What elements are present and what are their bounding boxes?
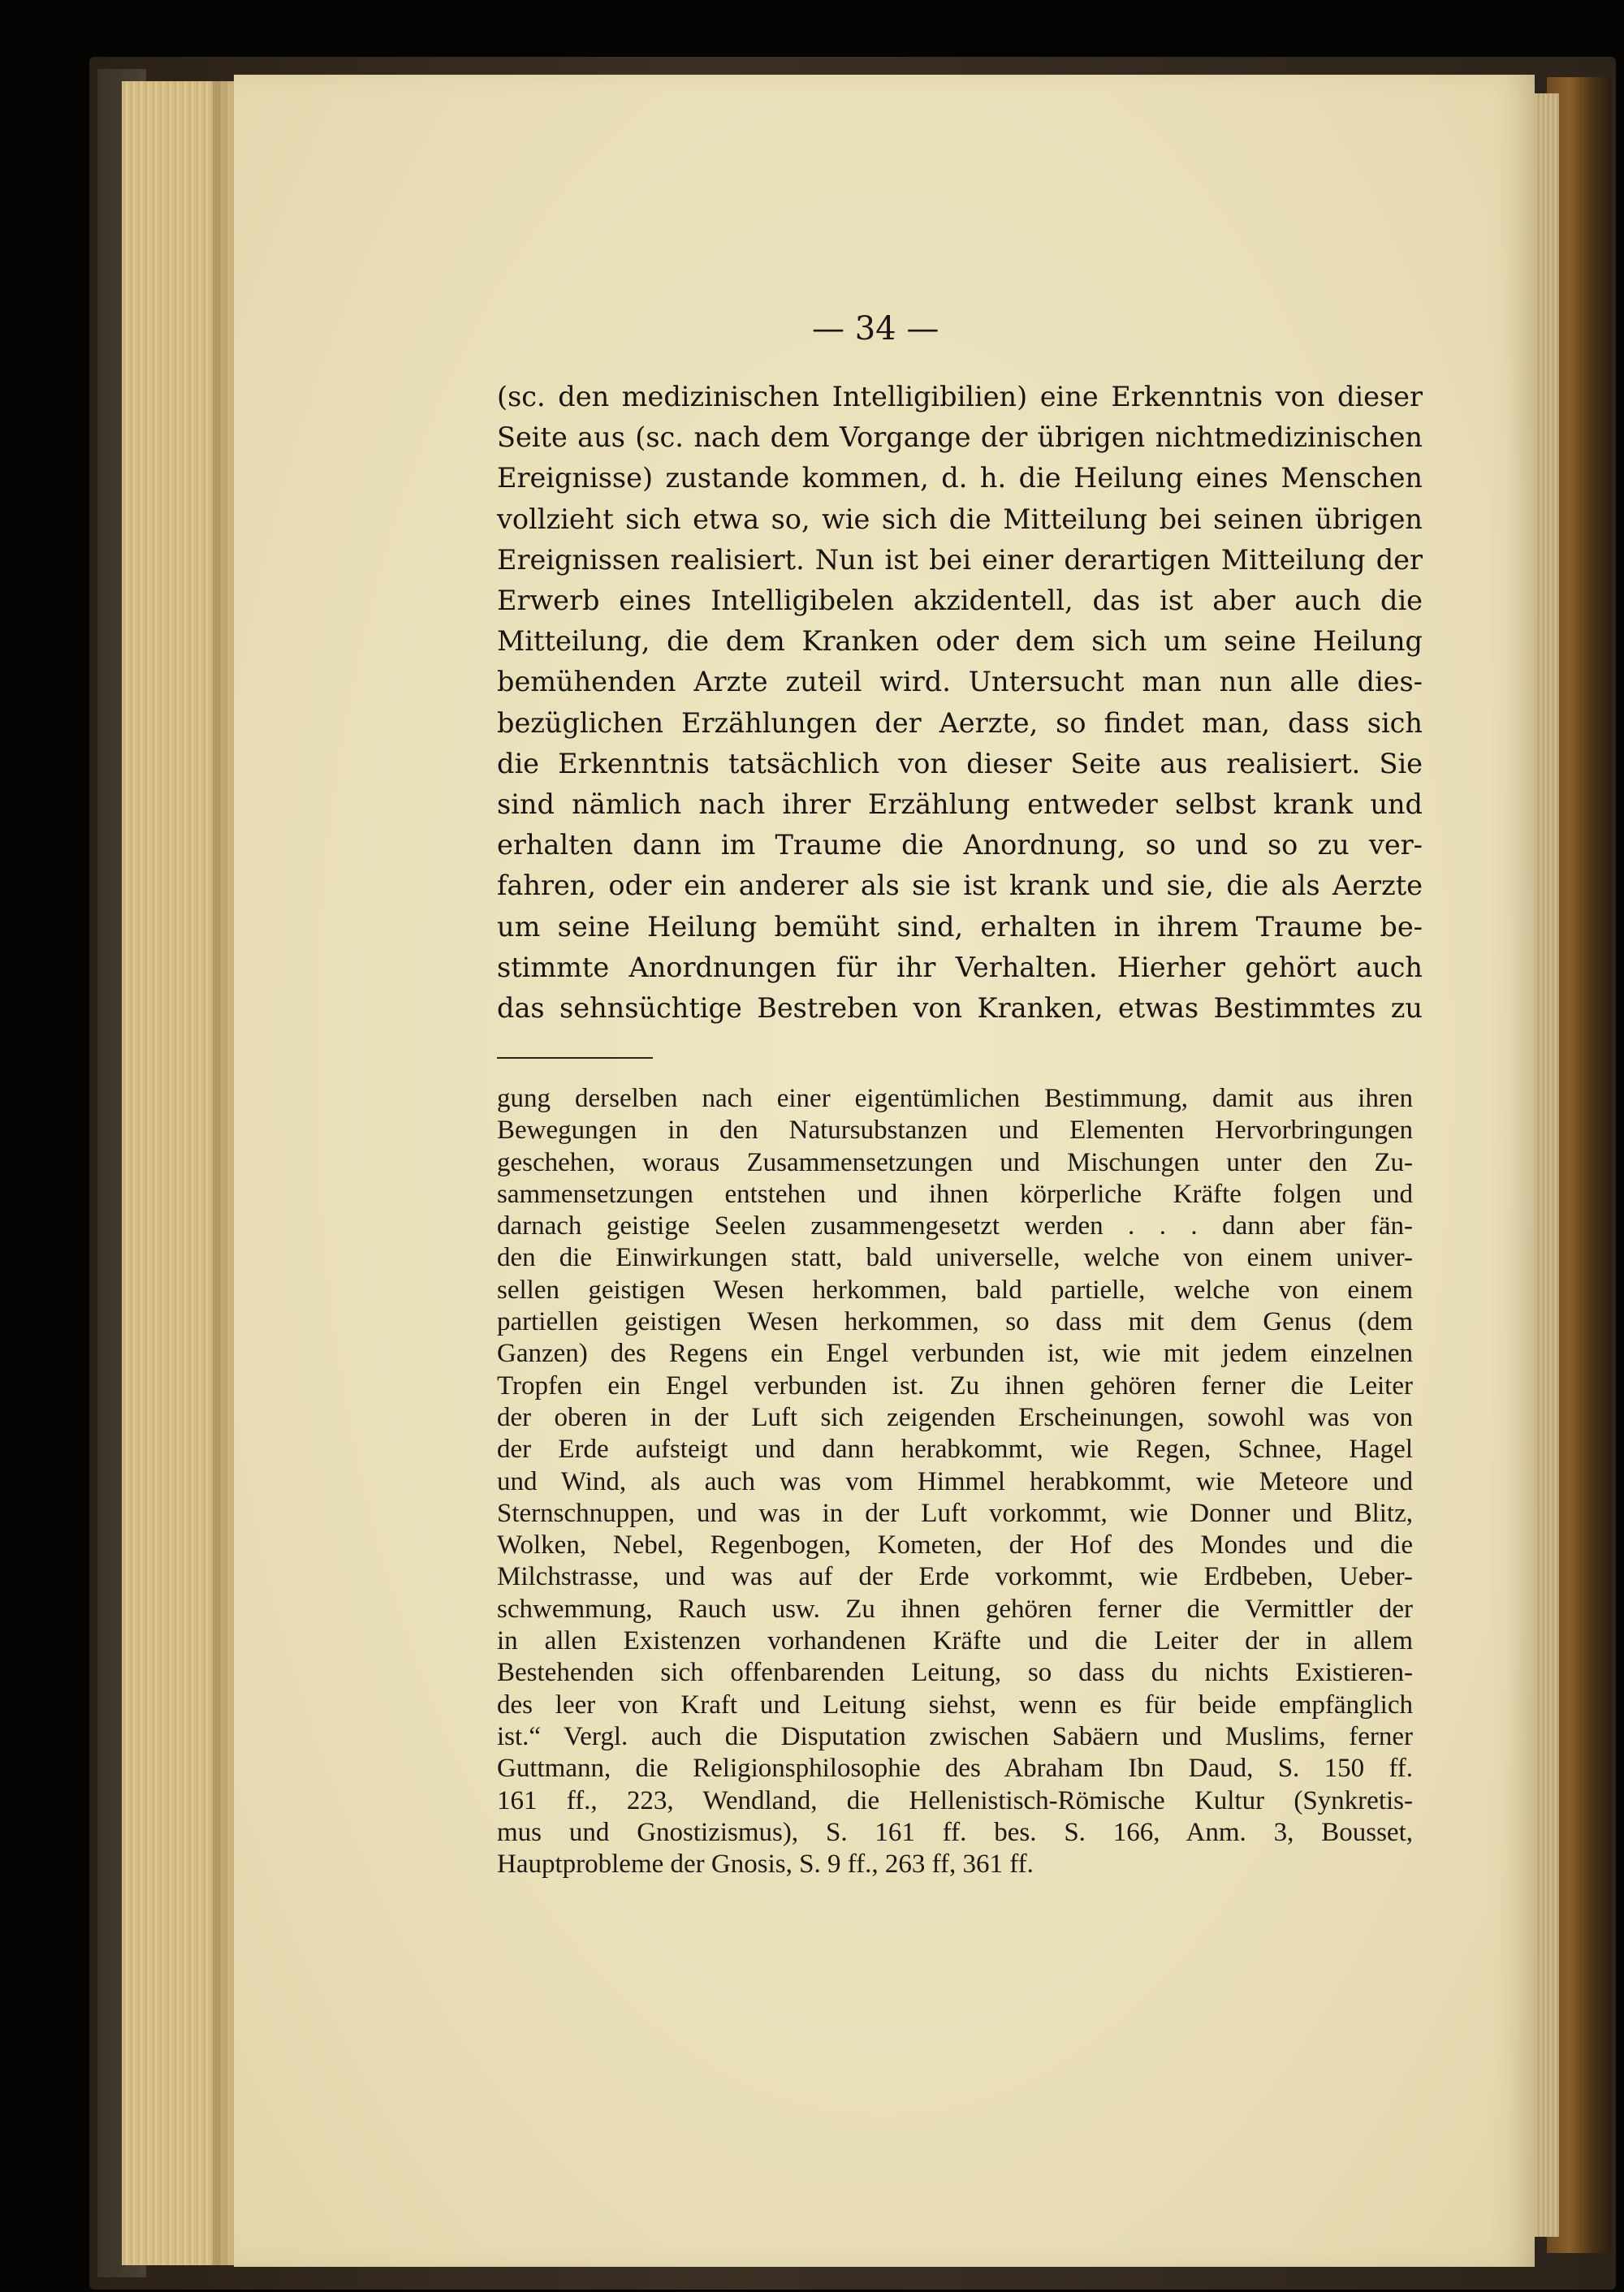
footnote-line: ist.“ Vergl. auch die Disputation zwischen Sabäern und Muslims, ferner <box>497 1721 1413 1751</box>
footnote-text <box>497 1083 1413 1880</box>
body-line: stimmte Anordnungen für ihr Verhalten. Hierher gehört auch <box>497 951 1423 983</box>
footnote-line: mus und Gnostizismus), S. 161 ff. bes. S. 166, Anm. 3, Bousset, <box>497 1817 1413 1847</box>
body-line: das sehnsüchtige Bestreben von Kranken, etwas Bestimmtes zu <box>497 992 1423 1025</box>
body-line: sind nämlich nach ihrer Erzählung entweder selbst krank und <box>497 788 1423 821</box>
footnote-line: Guttmann, die Religionsphilosophie des Abraham Ibn Daud, S. 150 ff. <box>497 1754 1413 1784</box>
body-line: vollzieht sich etwa so, wie sich die Mitteilung bei seinen übrigen <box>497 503 1423 535</box>
body-line: Mitteilung, die dem Kranken oder dem sich um seine Heilung <box>497 625 1423 658</box>
page-number: — 34 — <box>812 310 939 347</box>
body-line: (sc. den medizinischen Intelligibilien) eine Erkenntnis von dieser <box>497 381 1423 412</box>
footnote-line: sellen geistigen Wesen herkommen, bald partielle, welche von einem <box>497 1275 1413 1305</box>
footnote-line: partiellen geistigen Wesen herkommen, so dass mit dem Genus (dem <box>497 1307 1413 1337</box>
footnote-line: Sternschnuppen, und was in der Luft vorkommt, wie Donner und Blitz, <box>497 1498 1413 1528</box>
body-line: bezüglichen Erzählungen der Aerzte, so findet man, dass sich <box>497 706 1423 739</box>
footnote-line: Wolken, Nebel, Regenbogen, Kometen, der Hof des Mondes und die <box>497 1530 1413 1560</box>
footnote-line: des leer von Kraft und Leitung siehst, wenn es für beide empfänglich <box>497 1690 1413 1720</box>
footnote-line: Bewegungen in den Natursubstanzen und Elementen Hervorbringungen <box>497 1116 1413 1146</box>
footnote-line: sammensetzungen entstehen und ihnen körperliche Kräfte folgen und <box>497 1179 1413 1209</box>
footnote-line: Ganzen) des Regens ein Engel verbunden ist, wie mit jedem einzelnen <box>497 1339 1413 1369</box>
footnote-line: und Wind, als auch was vom Himmel herabkommt, wie Meteore und <box>497 1466 1413 1496</box>
body-line: fahren, oder ein anderer als sie ist krank und sie, die als Aerzte <box>497 870 1423 902</box>
footnote-line: Tropfen ein Engel verbunden ist. Zu ihnen gehören ferner die Leiter <box>497 1370 1413 1401</box>
body-line: erhalten dann im Traume die Anordnung, so und so zu ver- <box>497 829 1423 861</box>
footnote-line: schwemmung, Rauch usw. Zu ihnen gehören ferner die Vermittler der <box>497 1594 1413 1624</box>
body-line: Seite aus (sc. nach dem Vorgange der übrigen nichtmedizinischen <box>497 421 1423 454</box>
body-line: bemühenden Arzte zuteil wird. Untersucht man nun alle dies- <box>497 666 1423 698</box>
body-line: die Erkenntnis tatsächlich von dieser Seite aus realisiert. Sie <box>497 747 1423 779</box>
footnote-line: der Erde aufsteigt und dann herabkommt, wie Regen, Schnee, Hagel <box>497 1435 1413 1465</box>
footnote-line: Bestehenden sich offenbarenden Leitung, so dass du nichts Existieren- <box>497 1658 1413 1688</box>
footnote-line: in allen Existenzen vorhandenen Kräfte und die Leiter der in allem <box>497 1626 1413 1656</box>
footnote-divider <box>497 1057 653 1059</box>
body-line: Ereignisse) zustande kommen, d. h. die Heilung eines Menschen <box>497 462 1423 494</box>
footnote-line: Hauptprobleme der Gnosis, S. 9 ff., 263 ff, 361 ff. <box>497 1850 1034 1880</box>
footnote-line: Milchstrasse, und was auf der Erde vorkommt, wie Erdbeben, Ueber- <box>497 1562 1413 1592</box>
footnote-line: darnach geistige Seelen zusammengesetzt werden . . . dann aber fän- <box>497 1211 1413 1241</box>
body-line: um seine Heilung bemüht sind, erhalten in ihrem Traume be- <box>497 910 1423 943</box>
body-text <box>497 377 1423 1029</box>
body-line: Ereignissen realisiert. Nun ist bei einer derartigen Mitteilung der <box>497 543 1423 576</box>
footnote-line: geschehen, woraus Zusammensetzungen und Mischungen unter den Zu- <box>497 1147 1413 1177</box>
footnote-line: gung derselben nach einer eigentümlichen Bestimmung, damit aus ihren <box>497 1084 1413 1113</box>
footnote-line: 161 ff., 223, Wendland, die Hellenistisch-Römische Kultur (Synkretis- <box>497 1785 1413 1815</box>
footnote-line: der oberen in der Luft sich zeigenden Erscheinungen, sowohl was von <box>497 1402 1413 1432</box>
body-line: Erwerb eines Intelligibelen akzidentell, das ist aber auch die <box>497 585 1423 617</box>
footnote-line: den die Einwirkungen statt, bald universelle, welche von einem univer- <box>497 1243 1413 1273</box>
